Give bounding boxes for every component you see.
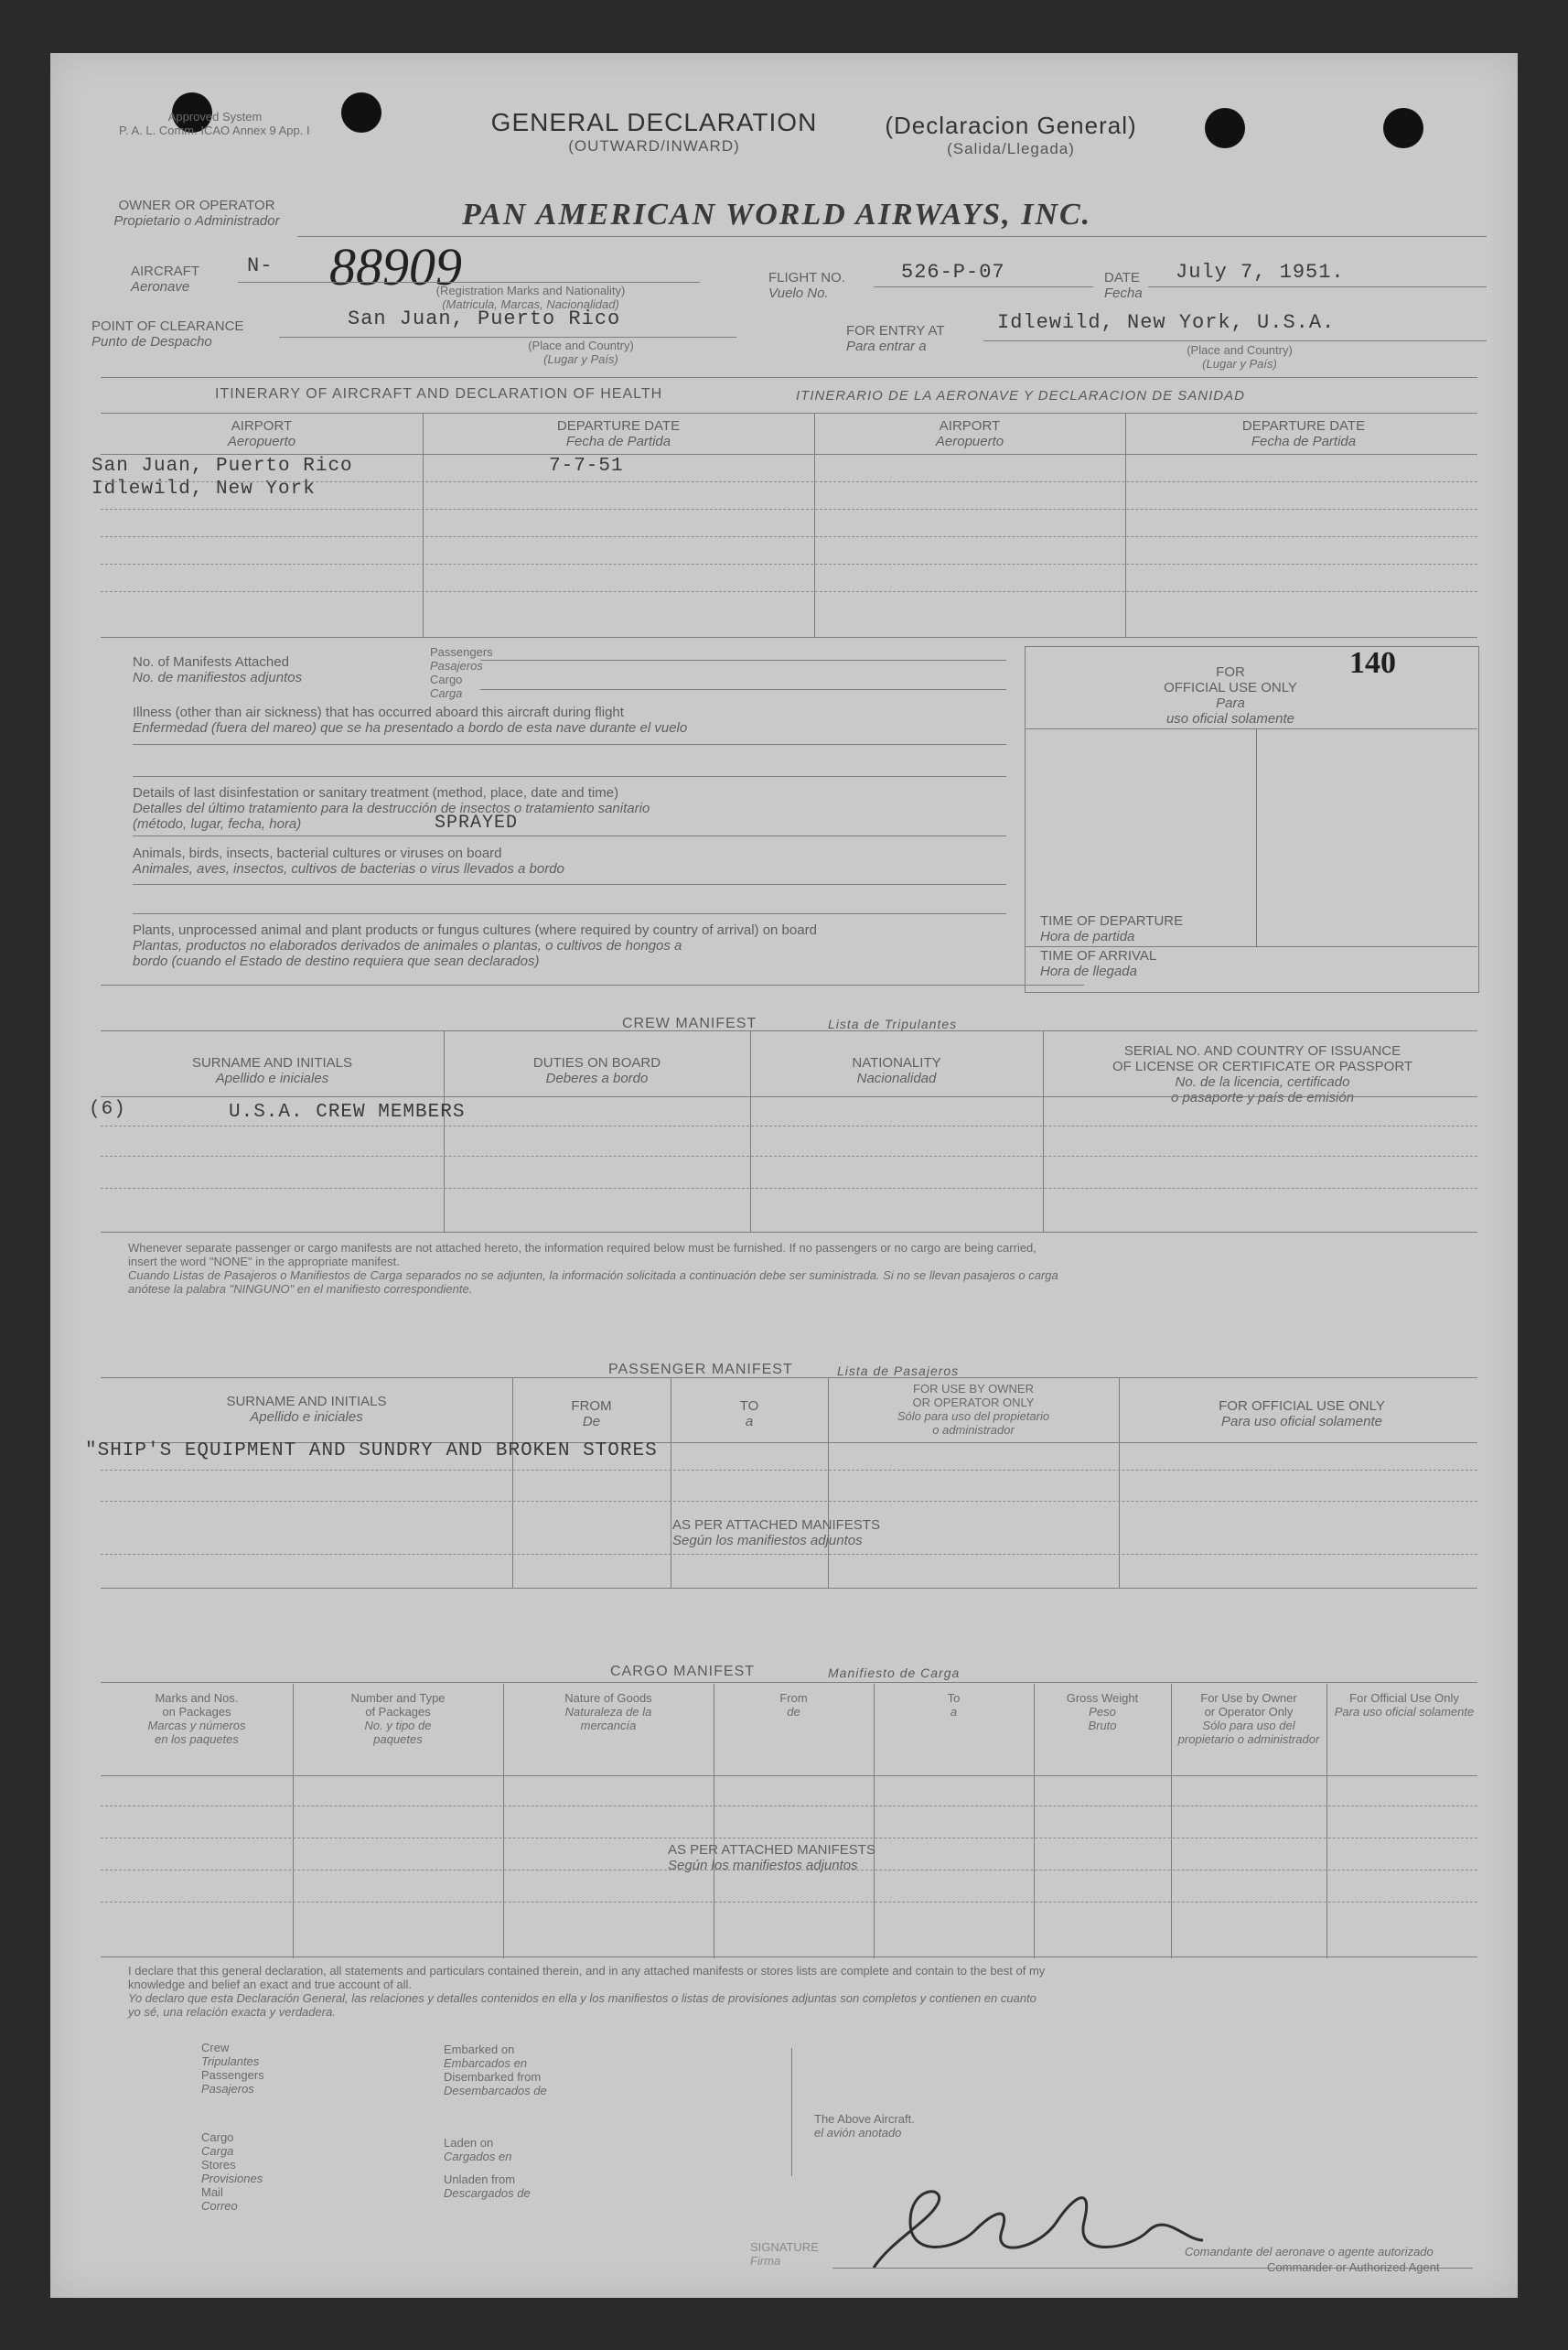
decl-stores-es: Provisiones [201, 2172, 263, 2185]
rule [101, 1156, 1477, 1157]
pass-col-from-en: FROM [571, 1398, 612, 1414]
disinfect-label-en: Details of last disinfestation or sanitary treatment (method, place, date and time) [133, 785, 619, 801]
manifest-types [430, 645, 493, 700]
rule [101, 637, 1477, 638]
crew-heading: CREW MANIFEST [622, 1016, 757, 1031]
rule [133, 884, 1006, 885]
crew-col-nationality-es: Nacionalidad [856, 1071, 937, 1086]
owner-value: PAN AMERICAN WORLD AIRWAYS, INC. [462, 198, 1092, 232]
aircraft-label-en: AIRCRAFT [131, 264, 199, 279]
crew-col-nationality [750, 1055, 1043, 1086]
plants-label-es2: bordo (cuando el Estado de destino requiera que sean declarados) [133, 954, 540, 969]
passenger-entry: "SHIP'S EQUIPMENT AND SUNDRY AND BROKEN STORES [85, 1440, 658, 1461]
decl-embark [444, 2043, 547, 2097]
rule [480, 689, 1006, 690]
decl-mail-es: Correo [201, 2199, 238, 2213]
plants-label-es: Plantas, productos no elaborados derivados de animales o plantas, o cultivos de hongos a [133, 938, 682, 954]
rule [101, 1554, 1477, 1555]
approval-note-line2: P. A. L. Comm. ICAO Annex 9 App. I [119, 124, 310, 137]
cargo-col-header-line: mercancía [580, 1719, 637, 1732]
rule [133, 744, 1006, 745]
cargo-col-header-line: de [787, 1705, 800, 1719]
pass-col-owner [828, 1382, 1119, 1437]
decl-emb-es: Embarcados en [444, 2056, 528, 2070]
decl-emb-en: Embarked on [444, 2043, 515, 2056]
itinerary-heading: ITINERARY OF AIRCRAFT AND DECLARATION OF HEALTH [215, 386, 663, 402]
clearance-value: San Juan, Puerto Rico [348, 307, 621, 330]
rule [279, 337, 736, 338]
official-box-label-es2: uso oficial solamente [1165, 711, 1295, 727]
manifests-label [133, 654, 302, 685]
rule [101, 1096, 1477, 1097]
itin-col-airport-label: AIRPORT [231, 418, 293, 434]
punch-hole [1383, 108, 1423, 148]
flight-label-en: FLIGHT NO. [768, 270, 845, 286]
pass-col-to-en: TO [739, 1398, 759, 1414]
animals-label-es: Animales, aves, insectos, cultivos de bacterias o virus llevados a bordo [133, 861, 564, 877]
approval-note [119, 110, 311, 137]
owner-label [105, 198, 288, 229]
title-en: GENERAL DECLARATION [490, 108, 818, 136]
notice-line1: Whenever separate passenger or cargo manifests are not attached hereto, the information required below must be furnished. If no passengers or no cargo are being carried, [128, 1241, 1036, 1255]
itin-col-departure-1 [423, 418, 814, 449]
aircraft-hint-en: (Registration Marks and Nationality) [435, 284, 626, 297]
passenger-heading-es: Lista de Pasajeros [837, 1364, 960, 1378]
cargo-col-header-line: or Operator Only [1204, 1705, 1294, 1719]
rule [480, 660, 1006, 661]
rule [101, 1030, 1477, 1031]
official-box-for: FOR [1216, 664, 1245, 680]
rule [101, 1470, 1477, 1471]
decl-stores-en: Stores [201, 2158, 236, 2172]
date-label-es: Fecha [1104, 286, 1143, 301]
rule [874, 286, 1093, 287]
illness-label-en: Illness (other than air sickness) that has occurred aboard this aircraft during flight [133, 705, 624, 720]
clearance-label-es: Punto de Despacho [91, 334, 212, 350]
aircraft-value: 88909 [329, 237, 462, 296]
cargo-col-header-line: Marcas y números [147, 1719, 246, 1732]
decl-crew-es: Tripulantes [201, 2054, 260, 2068]
illness-label-es: Enfermedad (fuera del mareo) que se ha presentado a bordo de esta nave durante el vuelo [133, 720, 688, 736]
cargo-col-header-line: For Use by Owner [1200, 1691, 1297, 1705]
clearance-hint-es: (Lugar y País) [543, 352, 618, 366]
pass-col-owner-en2: OR OPERATOR ONLY [912, 1396, 1035, 1409]
cargo-col-header [503, 1691, 714, 1732]
cargo-col-header-line: From [779, 1691, 808, 1705]
approval-note-line1: Approved System [167, 110, 263, 124]
pass-attached [672, 1517, 880, 1548]
decl-signature-label-es: Firma [750, 2254, 781, 2268]
cargo-col-header-line: en los paquetes [155, 1732, 239, 1746]
entry-hint-en: (Place and Country) [1187, 343, 1293, 357]
decl-cargo-en: Cargo [201, 2130, 234, 2144]
passenger-heading: PASSENGER MANIFEST [608, 1362, 793, 1377]
crew-entry: U.S.A. CREW MEMBERS [229, 1102, 466, 1123]
decl-signature-label [750, 2240, 819, 2268]
rule [101, 1682, 1477, 1683]
cargo-col-header [101, 1691, 293, 1746]
cargo-col-header [293, 1691, 503, 1746]
cargo-col-header [1326, 1691, 1482, 1719]
manifests-label-es: No. de manifiestos adjuntos [133, 670, 303, 685]
plants-label [133, 922, 1047, 969]
decl-mail-en: Mail [201, 2185, 223, 2199]
date-value: July 7, 1951. [1176, 261, 1345, 284]
decl-dis-es: Desembarcados de [444, 2084, 547, 2097]
pass-col-to-es: a [745, 1414, 754, 1429]
manifest-passengers-es: Pasajeros [430, 659, 483, 673]
cargo-col-header-line: Marks and Nos. [155, 1691, 239, 1705]
date-label [1104, 270, 1143, 301]
pass-col-from-es: De [582, 1414, 601, 1429]
cargo-col-header-line: of Packages [365, 1705, 431, 1719]
itin-col-departure-2 [1125, 418, 1482, 449]
rule [101, 377, 1477, 378]
itin-col-departure-label-es: Fecha de Partida [1251, 434, 1357, 449]
subtitle-en: (OUTWARD/INWARD) [568, 137, 740, 155]
illness-label [133, 705, 687, 736]
departure-time-label-es: Hora de partida [1040, 929, 1135, 944]
official-box-label-es1: Para [1216, 695, 1245, 711]
decl-unladen-en: Unladen from [444, 2172, 516, 2186]
owner-label-en: OWNER OR OPERATOR [118, 198, 275, 213]
decl-commander-es: Comandante del aeronave o agente autorizado [1185, 2245, 1434, 2258]
arrival-time-label-en: TIME OF ARRIVAL [1040, 948, 1157, 964]
cargo-col-header-line: Naturaleza de la [564, 1705, 652, 1719]
crew-col-duties [444, 1055, 750, 1086]
cargo-col-header-line: For Official Use Only [1349, 1691, 1459, 1705]
cargo-col-header-line: on Packages [162, 1705, 231, 1719]
cargo-attached-en: AS PER ATTACHED MANIFESTS [668, 1842, 875, 1858]
pass-col-name-en: SURNAME AND INITIALS [226, 1394, 387, 1409]
rule [133, 776, 1006, 777]
rule [101, 1902, 1477, 1903]
title-es: (Declaracion General) [885, 112, 1137, 139]
rule [101, 985, 1084, 986]
flight-label-es: Vuelo No. [768, 286, 829, 301]
punch-hole [341, 92, 381, 133]
cargo-heading-es: Manifiesto de Carga [828, 1665, 961, 1680]
crew-col-name-en: SURNAME AND INITIALS [191, 1055, 353, 1071]
plants-label-en: Plants, unprocessed animal and plant products or fungus cultures (where required by country of arrival) on board [133, 922, 817, 938]
rule [101, 536, 1477, 537]
rule [983, 340, 1487, 341]
form-title-es [855, 112, 1166, 158]
manifest-passengers: Passengers [430, 645, 493, 659]
date-label-en: DATE [1104, 270, 1140, 286]
itin-col-airport-2 [814, 418, 1125, 449]
declaration-line2: knowledge and belief an exact and true account of all. [128, 1978, 413, 1991]
decl-cargo-es: Carga [201, 2144, 234, 2158]
decl-crew-en: Crew [201, 2041, 230, 2054]
pass-attached-es: Según los manifiestos adjuntos [672, 1533, 863, 1548]
decl-above-en: The Above Aircraft. [814, 2112, 915, 2126]
form-title-en [425, 108, 883, 156]
cargo-col-header [874, 1691, 1034, 1719]
decl-dis-en: Disembarked from [444, 2070, 542, 2084]
crew-col-name-es: Apellido e iniciales [215, 1071, 329, 1086]
crew-col-serial-en2: OF LICENSE OR CERTIFICATE OR PASSPORT [1112, 1059, 1413, 1074]
itin-col-departure-label: DEPARTURE DATE [556, 418, 681, 434]
disinfect-value: SPRAYED [435, 813, 519, 834]
crew-col-serial-en1: SERIAL NO. AND COUNTRY OF ISSUANCE [1123, 1043, 1402, 1059]
crew-col-serial-es2: o pasaporte y país de emisión [1170, 1090, 1355, 1105]
aircraft-label [131, 264, 199, 295]
entry-label-en: FOR ENTRY AT [846, 323, 945, 339]
notice-line2: insert the word "NONE" in the appropriate manifest. [128, 1255, 400, 1268]
declaration-line1: I declare that this general declaration, all statements and particulars contained therein, and in any attached manifests or stores lists are complete and contain to the best of my [128, 1964, 1046, 1978]
rule [1025, 728, 1477, 729]
decl-commander-en: Commander or Authorized Agent [1267, 2260, 1440, 2274]
pass-col-name [101, 1394, 512, 1425]
cargo-col-header [1171, 1691, 1326, 1746]
declaration [128, 1964, 1491, 2019]
crew-col-duties-es: Deberes a bordo [545, 1071, 649, 1086]
pass-col-owner-es1: Sólo para uso del propietario [897, 1409, 1050, 1423]
decl-unladen-es: Descargados de [444, 2186, 531, 2200]
rule [1025, 946, 1477, 947]
cargo-col-header-line: Bruto [1088, 1719, 1117, 1732]
rule [1148, 286, 1487, 287]
crew-col-name [101, 1055, 444, 1086]
cargo-col-header-line: paquetes [373, 1732, 423, 1746]
cargo-col-header-line: To [947, 1691, 961, 1705]
cargo-col-header-line: No. y tipo de [364, 1719, 432, 1732]
owner-label-es: Propietario o Administrador [113, 213, 280, 229]
cargo-col-header-line: Sólo para uso del [1202, 1719, 1295, 1732]
disinfect-label-es2: (método, lugar, fecha, hora) [133, 816, 302, 832]
decl-laden-es: Cargados en [444, 2150, 512, 2163]
pass-col-official-es: Para uso oficial solamente [1221, 1414, 1382, 1429]
arrival-time-label [1040, 948, 1156, 979]
cargo-attached-es: Según los manifiestos adjuntos [668, 1858, 858, 1873]
cargo-heading: CARGO MANIFEST [610, 1664, 756, 1679]
declaration-line4: yo sé, una relación exacta y verdadera. [128, 2005, 336, 2019]
official-box-title [1093, 664, 1368, 727]
pass-col-name-es: Apellido e iniciales [250, 1409, 363, 1425]
crew-col-nationality-en: NATIONALITY [852, 1055, 941, 1071]
animals-label-en: Animals, birds, insects, bacterial cultures or viruses on board [133, 846, 502, 861]
rule [101, 454, 1477, 455]
decl-pass-en: Passengers [201, 2068, 264, 2082]
rule [238, 282, 700, 283]
decl-above-es: el avión anotado [814, 2126, 902, 2140]
rule [101, 564, 1477, 565]
document-sheet [50, 53, 1518, 2298]
rule [1326, 1684, 1327, 1958]
itin-col-airport-label-es: Aeropuerto [935, 434, 1004, 449]
clearance-label [91, 318, 243, 350]
departure-time-label-en: TIME OF DEPARTURE [1040, 913, 1184, 929]
pass-col-owner-en1: FOR USE BY OWNER [913, 1382, 1034, 1396]
itinerary-heading-es: ITINERARIO DE LA AERONAVE Y DECLARACION DE SANIDAD [796, 388, 1245, 404]
pass-attached-en: AS PER ATTACHED MANIFESTS [672, 1517, 880, 1533]
pass-col-to [671, 1398, 828, 1429]
itin-col-airport-label-es: Aeropuerto [227, 434, 296, 449]
pass-col-from [512, 1398, 671, 1429]
animals-label [133, 846, 564, 877]
punch-hole [1205, 108, 1245, 148]
pass-col-official-en: FOR OFFICIAL USE ONLY [1219, 1398, 1385, 1414]
aircraft-label-es: Aeronave [131, 279, 190, 295]
official-number: 140 [1349, 646, 1396, 680]
itin-row-airport: San Juan, Puerto Rico [91, 456, 353, 477]
rule [1256, 728, 1257, 946]
clearance-label-en: POINT OF CLEARANCE [91, 318, 244, 334]
itin-col-departure-label-es: Fecha de Partida [565, 434, 671, 449]
cargo-col-header-line: Nature of Goods [564, 1691, 652, 1705]
crew-heading-es: Lista de Tripulantes [828, 1017, 958, 1031]
notice-line3: Cuando Listas de Pasajeros o Manifiestos de Carga separados no se adjunten, la información solicitada a continuación debe ser suministrada. Si no se llevan pasajeros o carga [128, 1268, 1058, 1282]
rule [101, 509, 1477, 510]
crew-count: (6) [89, 1099, 126, 1120]
crew-col-serial-es1: No. de la licencia, certificado [1175, 1074, 1350, 1090]
rule [133, 913, 1006, 914]
flight-label [768, 270, 845, 301]
rule [297, 236, 1487, 237]
entry-label [846, 323, 945, 354]
notice [128, 1241, 1491, 1296]
decl-pass-es: Pasajeros [201, 2082, 254, 2096]
entry-hints [1130, 343, 1349, 371]
entry-label-es: Para entrar a [846, 339, 927, 354]
disinfect-label [133, 785, 650, 832]
decl-laden-en: Laden on [444, 2136, 494, 2150]
flight-value: 526-P-07 [901, 261, 1005, 284]
arrival-time-label-es: Hora de llegada [1040, 964, 1137, 979]
decl-crew [201, 2041, 264, 2096]
declaration-line3: Yo declaro que esta Declaración General, las relaciones y detalles contenidos en ella y los manifiestos o listas de provisiones adjuntas son completos y contienen en cuanto [128, 1991, 1036, 2005]
cargo-col-header [714, 1691, 874, 1719]
rule [874, 1684, 875, 1958]
crew-col-duties-en: DUTIES ON BOARD [532, 1055, 661, 1071]
cargo-col-header-line: Peso [1089, 1705, 1116, 1719]
cargo-col-header-line: a [950, 1705, 958, 1719]
aircraft-prefix: N- [247, 254, 274, 277]
cargo-attached [668, 1842, 875, 1873]
itin-col-airport-label: AIRPORT [939, 418, 1001, 434]
decl-cargo [201, 2130, 263, 2213]
decl-above [814, 2112, 915, 2140]
manifest-cargo: Cargo [430, 673, 463, 686]
rule [133, 835, 1006, 836]
subtitle-es: (Salida/Llegada) [947, 140, 1075, 157]
rule [791, 2048, 792, 2176]
rule [101, 1588, 1477, 1589]
official-box-label: OFFICIAL USE ONLY [1164, 680, 1297, 695]
rule [101, 1775, 1477, 1776]
itin-col-departure-label: DEPARTURE DATE [1241, 418, 1366, 434]
clearance-hint-en: (Place and Country) [528, 339, 634, 352]
rule [101, 591, 1477, 592]
entry-value: Idlewild, New York, U.S.A. [997, 311, 1336, 334]
itin-row-date: 7-7-51 [549, 456, 624, 477]
departure-time-label [1040, 913, 1183, 944]
itin-col-airport-1 [101, 418, 423, 449]
rule [101, 1188, 1477, 1189]
pass-col-official [1119, 1398, 1485, 1429]
cargo-col-header-line: Gross Weight [1066, 1691, 1139, 1705]
manifests-label-en: No. of Manifests Attached [133, 654, 289, 670]
notice-line4: anótese la palabra "NINGUNO" en el manifiesto correspondiente. [128, 1282, 473, 1296]
rule [101, 1501, 1477, 1502]
cargo-col-header-line: propietario o administrador [1177, 1732, 1320, 1746]
manifest-cargo-es: Carga [430, 686, 463, 700]
disinfect-label-es: Detalles del último tratamiento para la destrucción de insectos o tratamiento sanitario [133, 801, 650, 816]
decl-signature-label-en: SIGNATURE [750, 2240, 819, 2254]
clearance-hints [471, 339, 691, 366]
rule [101, 1232, 1477, 1233]
decl-laden [444, 2136, 531, 2200]
rule [101, 481, 1477, 482]
aircraft-hint-es: (Matricula, Marcas, Nacionalidad) [442, 297, 619, 311]
cargo-col-header [1034, 1691, 1171, 1732]
rule [101, 413, 1477, 414]
pass-col-owner-es2: o administrador [932, 1423, 1015, 1437]
itin-row-airport: Idlewild, New York [91, 479, 316, 500]
cargo-col-header-line: Number and Type [350, 1691, 446, 1705]
cargo-col-header-line: Para uso oficial solamente [1334, 1705, 1475, 1719]
entry-hint-es: (Lugar y País) [1202, 357, 1277, 371]
